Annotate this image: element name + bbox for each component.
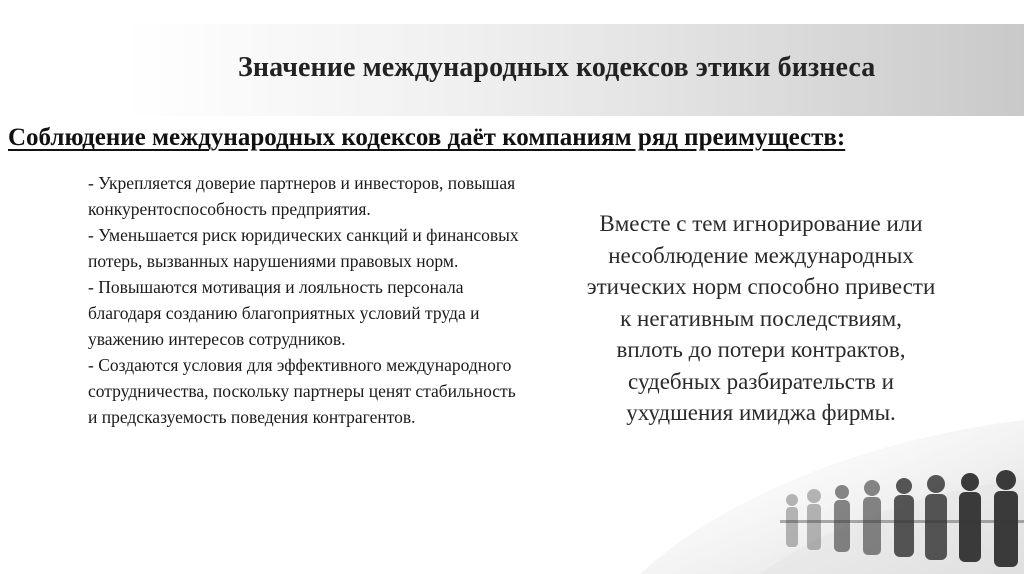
benefit-item: - Укрепляется доверие партнеров и инвесторов, повышая конкурентоспособность предприятия. <box>88 173 516 219</box>
side-note: Вместе с тем игнорирование или несоблюдение международных этических норм способно привести к негативным последствиям, вплоть до потери контрактов, судебных разбирательств и ухудшения имиджа фирмы. <box>586 211 936 425</box>
benefit-item: - Создаются условия для эффективного международного сотрудничества, поскольку партнеры ценят стабильность и предсказуемость поведения контрагентов. <box>88 355 516 427</box>
slide-title: Значение международных кодексов этики бизнеса <box>238 52 876 83</box>
benefit-item: - Уменьшается риск юридических санкций и финансовых потерь, вызванных нарушениями правовых норм. <box>88 225 519 271</box>
slide-subtitle: Соблюдение международных кодексов даёт компаниям ряд преимуществ: <box>8 124 846 151</box>
people-silhouettes-icon <box>780 470 1024 574</box>
benefit-item: - Повышаются мотивация и лояльность персонала благодаря созданию благоприятных условий труда и уважению интересов сотрудников. <box>88 277 480 349</box>
benefits-list <box>88 170 528 430</box>
